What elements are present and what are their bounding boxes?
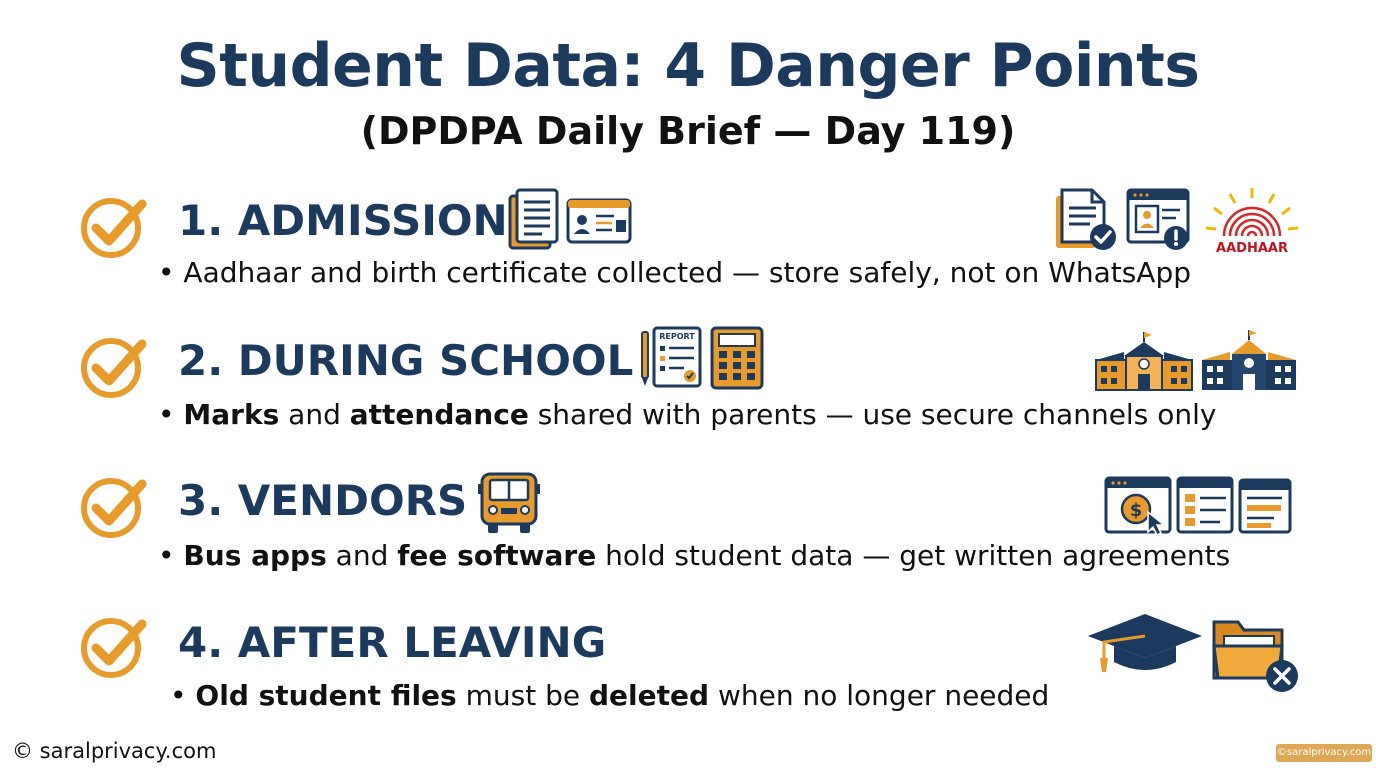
form-window-icon — [1176, 476, 1234, 534]
form-window-icon — [1238, 478, 1292, 534]
folder-delete-icon — [1212, 612, 1302, 694]
aadhaar-label: AADHAAR — [1216, 241, 1288, 256]
aadhaar-logo — [1202, 186, 1302, 256]
watermark-badge: ©saralprivacy.com — [1276, 744, 1372, 762]
section-heading-after-leaving: 4. AFTER LEAVING — [178, 618, 607, 667]
verified-document-icon — [1054, 188, 1118, 254]
profile-alert-icon — [1126, 188, 1192, 254]
bullet-vendors: • Bus apps and fee software hold student data — get written agreements — [158, 539, 1231, 572]
bullet-during-school: • Marks and attendance shared with parents — use secure channels only — [158, 398, 1217, 431]
section-heading-during-school: 2. DURING SCHOOL — [178, 336, 634, 385]
bullet-after-leaving: • Old student files must be deleted when no longer needed — [170, 679, 1050, 712]
svg-text:$: $ — [1129, 500, 1143, 521]
footer-copyright: © saralprivacy.com — [12, 739, 217, 763]
calculator-icon — [710, 326, 764, 390]
checkmark-icon — [78, 334, 150, 400]
report-label: REPORT — [659, 332, 695, 341]
payment-window-icon — [1104, 476, 1174, 536]
school-bus-icon — [476, 470, 542, 536]
page-subtitle: (DPDPA Daily Brief — Day 119) — [360, 109, 1016, 153]
report-card-icon — [640, 326, 704, 390]
graduation-cap-icon — [1086, 612, 1204, 676]
checkmark-icon — [78, 614, 150, 680]
checkmark-icon — [78, 474, 150, 540]
id-card-icon — [566, 198, 632, 244]
school-building-icon — [1094, 330, 1194, 392]
checkmark-icon — [78, 194, 150, 260]
section-heading-vendors: 3. VENDORS — [178, 476, 468, 525]
document-icon — [508, 188, 560, 250]
bullet-admission: • Aadhaar and birth certificate collected — store safely, not on WhatsApp — [158, 256, 1192, 289]
school-building-icon — [1200, 328, 1298, 392]
page-title: Student Data: 4 Danger Points — [176, 31, 1200, 101]
section-heading-admission: 1. ADMISSION — [178, 196, 508, 245]
